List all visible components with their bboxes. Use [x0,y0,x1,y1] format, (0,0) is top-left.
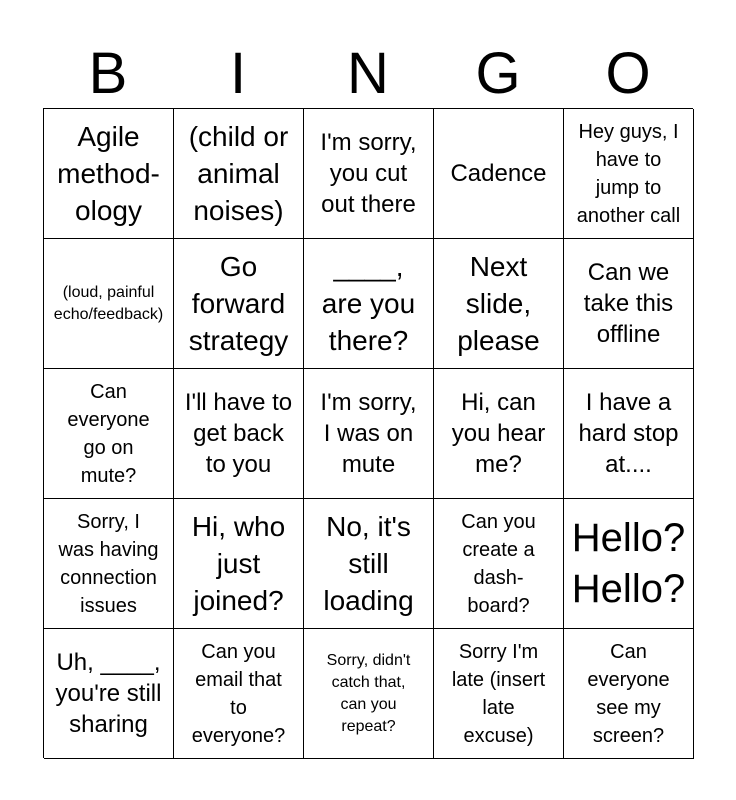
bingo-cell[interactable] [174,109,304,239]
bingo-cell[interactable] [434,369,564,499]
cell-text: Uh, ____, you're still sharing [55,649,162,738]
cell-text: Can everyone see my screen? [587,640,670,747]
bingo-cell[interactable] [44,499,174,629]
bingo-cell[interactable] [564,499,694,629]
cell-text: Cadence [450,160,547,187]
cell-text: ____, are you there? [321,251,416,356]
bingo-cell[interactable] [434,239,564,369]
bingo-cell[interactable] [304,239,434,369]
cell-text: I have a hard stop at.... [578,389,679,478]
cell-text: (loud, painful echo/feedback) [53,283,164,323]
bingo-cell[interactable] [304,499,434,629]
cell-text: I'll have to get back to you [184,389,293,478]
bingo-cell[interactable] [434,629,564,759]
cell-text: Agile method- ology [57,121,160,226]
bingo-header [43,40,693,108]
header-letter-b: B [88,41,128,106]
header-letter-g: G [475,41,521,106]
cell-text: Can you email that to everyone? [191,640,286,747]
cell-text: I'm sorry, you cut out there [320,129,417,218]
cell-text: Sorry, I was having connection issues [58,510,159,617]
header-letter-i: I [229,41,247,106]
cell-text: Can you create a dash- board? [461,510,536,617]
bingo-cell[interactable] [564,109,694,239]
bingo-cell[interactable] [44,109,174,239]
bingo-cell[interactable] [174,629,304,759]
bingo-cell[interactable] [564,369,694,499]
header-letter-o: O [605,41,651,106]
bingo-card [43,108,693,758]
bingo-cell[interactable] [304,109,434,239]
cell-text: I'm sorry, I was on mute [320,389,417,478]
cell-text: Hello? Hello? [571,515,686,611]
cell-text: Can we take this offline [583,259,674,348]
bingo-cell[interactable] [304,369,434,499]
bingo-cell[interactable] [564,629,694,759]
cell-text: (child or animal noises) [188,121,289,226]
bingo-cell[interactable] [44,629,174,759]
cell-text: Sorry, didn't catch that, can you repeat? [326,651,411,735]
bingo-cell[interactable] [434,109,564,239]
bingo-cell[interactable] [44,239,174,369]
cell-text: No, it's still loading [323,511,414,616]
bingo-cell[interactable] [304,629,434,759]
bingo-cell[interactable] [174,239,304,369]
header-letter-n: N [347,41,389,106]
cell-text: Can everyone go on mute? [67,380,150,487]
bingo-cell[interactable] [44,369,174,499]
bingo-cell[interactable] [174,369,304,499]
bingo-cell[interactable] [174,499,304,629]
cell-text: Hi, who just joined? [191,511,286,616]
cell-text: Go forward strategy [188,251,289,356]
cell-text: Sorry I'm late (insert late excuse) [451,640,546,747]
cell-text: Hey guys, I have to jump to another call [576,120,681,227]
bingo-cell[interactable] [434,499,564,629]
bingo-cell[interactable] [564,239,694,369]
cell-text: Hi, can you hear me? [451,389,546,478]
cell-text: Next slide, please [457,251,540,356]
